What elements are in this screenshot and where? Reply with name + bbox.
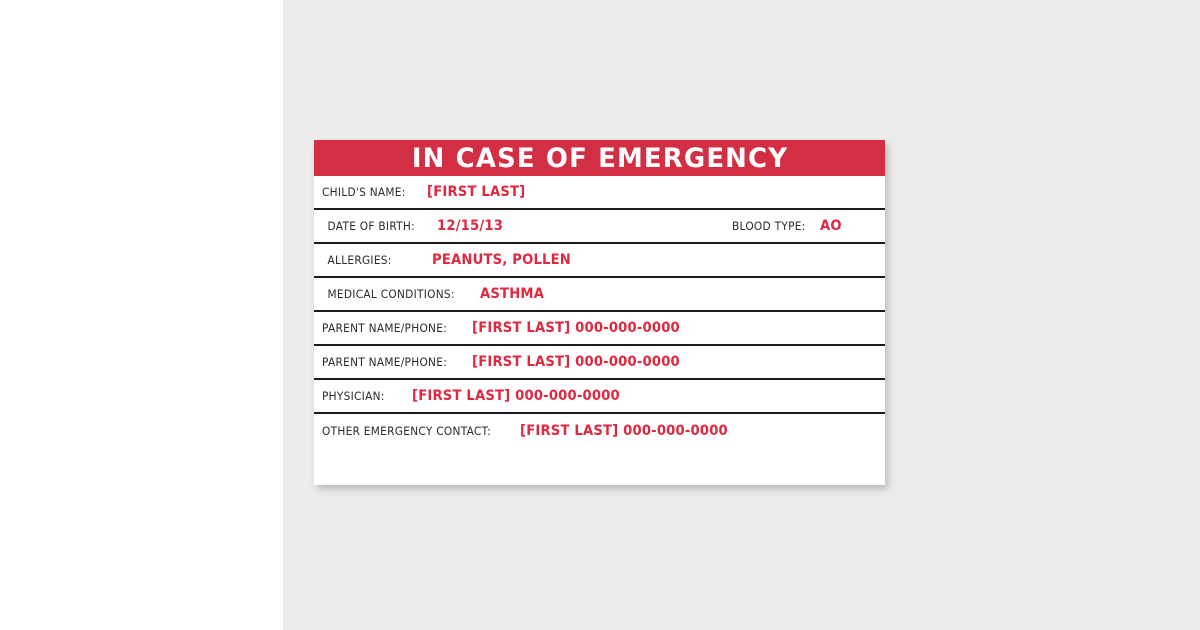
parent-one-value: [FIRST LAST] 000-000-0000	[471, 320, 680, 336]
parent-two-value: [FIRST LAST] 000-000-0000	[471, 354, 680, 370]
date-of-birth-value: 12/15/13	[437, 218, 504, 234]
card-title: IN CASE OF EMERGENCY	[411, 142, 788, 174]
card-header	[314, 140, 885, 176]
field-row-date-of-birth	[314, 210, 885, 244]
blood-type-label: BLOOD TYPE:	[731, 219, 806, 233]
child-name-value: [FIRST LAST]	[426, 184, 526, 200]
medical-conditions-value: ASTHMA	[480, 286, 545, 302]
allergies-value: PEANUTS, POLLEN	[431, 252, 571, 268]
field-row-child-name	[314, 176, 885, 210]
field-row-other-contact	[314, 414, 885, 448]
field-row-parent-one	[314, 312, 885, 346]
parent-two-label: PARENT NAME/PHONE:	[322, 355, 448, 369]
physician-value: [FIRST LAST] 000-000-0000	[412, 388, 620, 404]
emergency-info-card	[314, 140, 885, 485]
field-row-medical-conditions	[314, 278, 885, 312]
allergies-label: ALLERGIES:	[327, 253, 392, 267]
child-name-label: CHILD'S NAME:	[322, 185, 406, 199]
other-contact-value: [FIRST LAST] 000-000-0000	[519, 423, 728, 439]
blood-type-value: AO	[819, 218, 842, 234]
card-fields	[314, 176, 885, 485]
field-row-allergies	[314, 244, 885, 278]
card-bottom-margin	[314, 448, 885, 485]
other-contact-label: OTHER EMERGENCY CONTACT:	[322, 424, 492, 438]
physician-label: PHYSICIAN:	[322, 389, 385, 403]
medical-conditions-label: MEDICAL CONDITIONS:	[327, 287, 455, 301]
field-row-parent-two	[314, 346, 885, 380]
field-row-physician	[314, 380, 885, 414]
date-of-birth-label: DATE OF BIRTH:	[327, 219, 415, 233]
parent-one-label: PARENT NAME/PHONE:	[322, 321, 448, 335]
